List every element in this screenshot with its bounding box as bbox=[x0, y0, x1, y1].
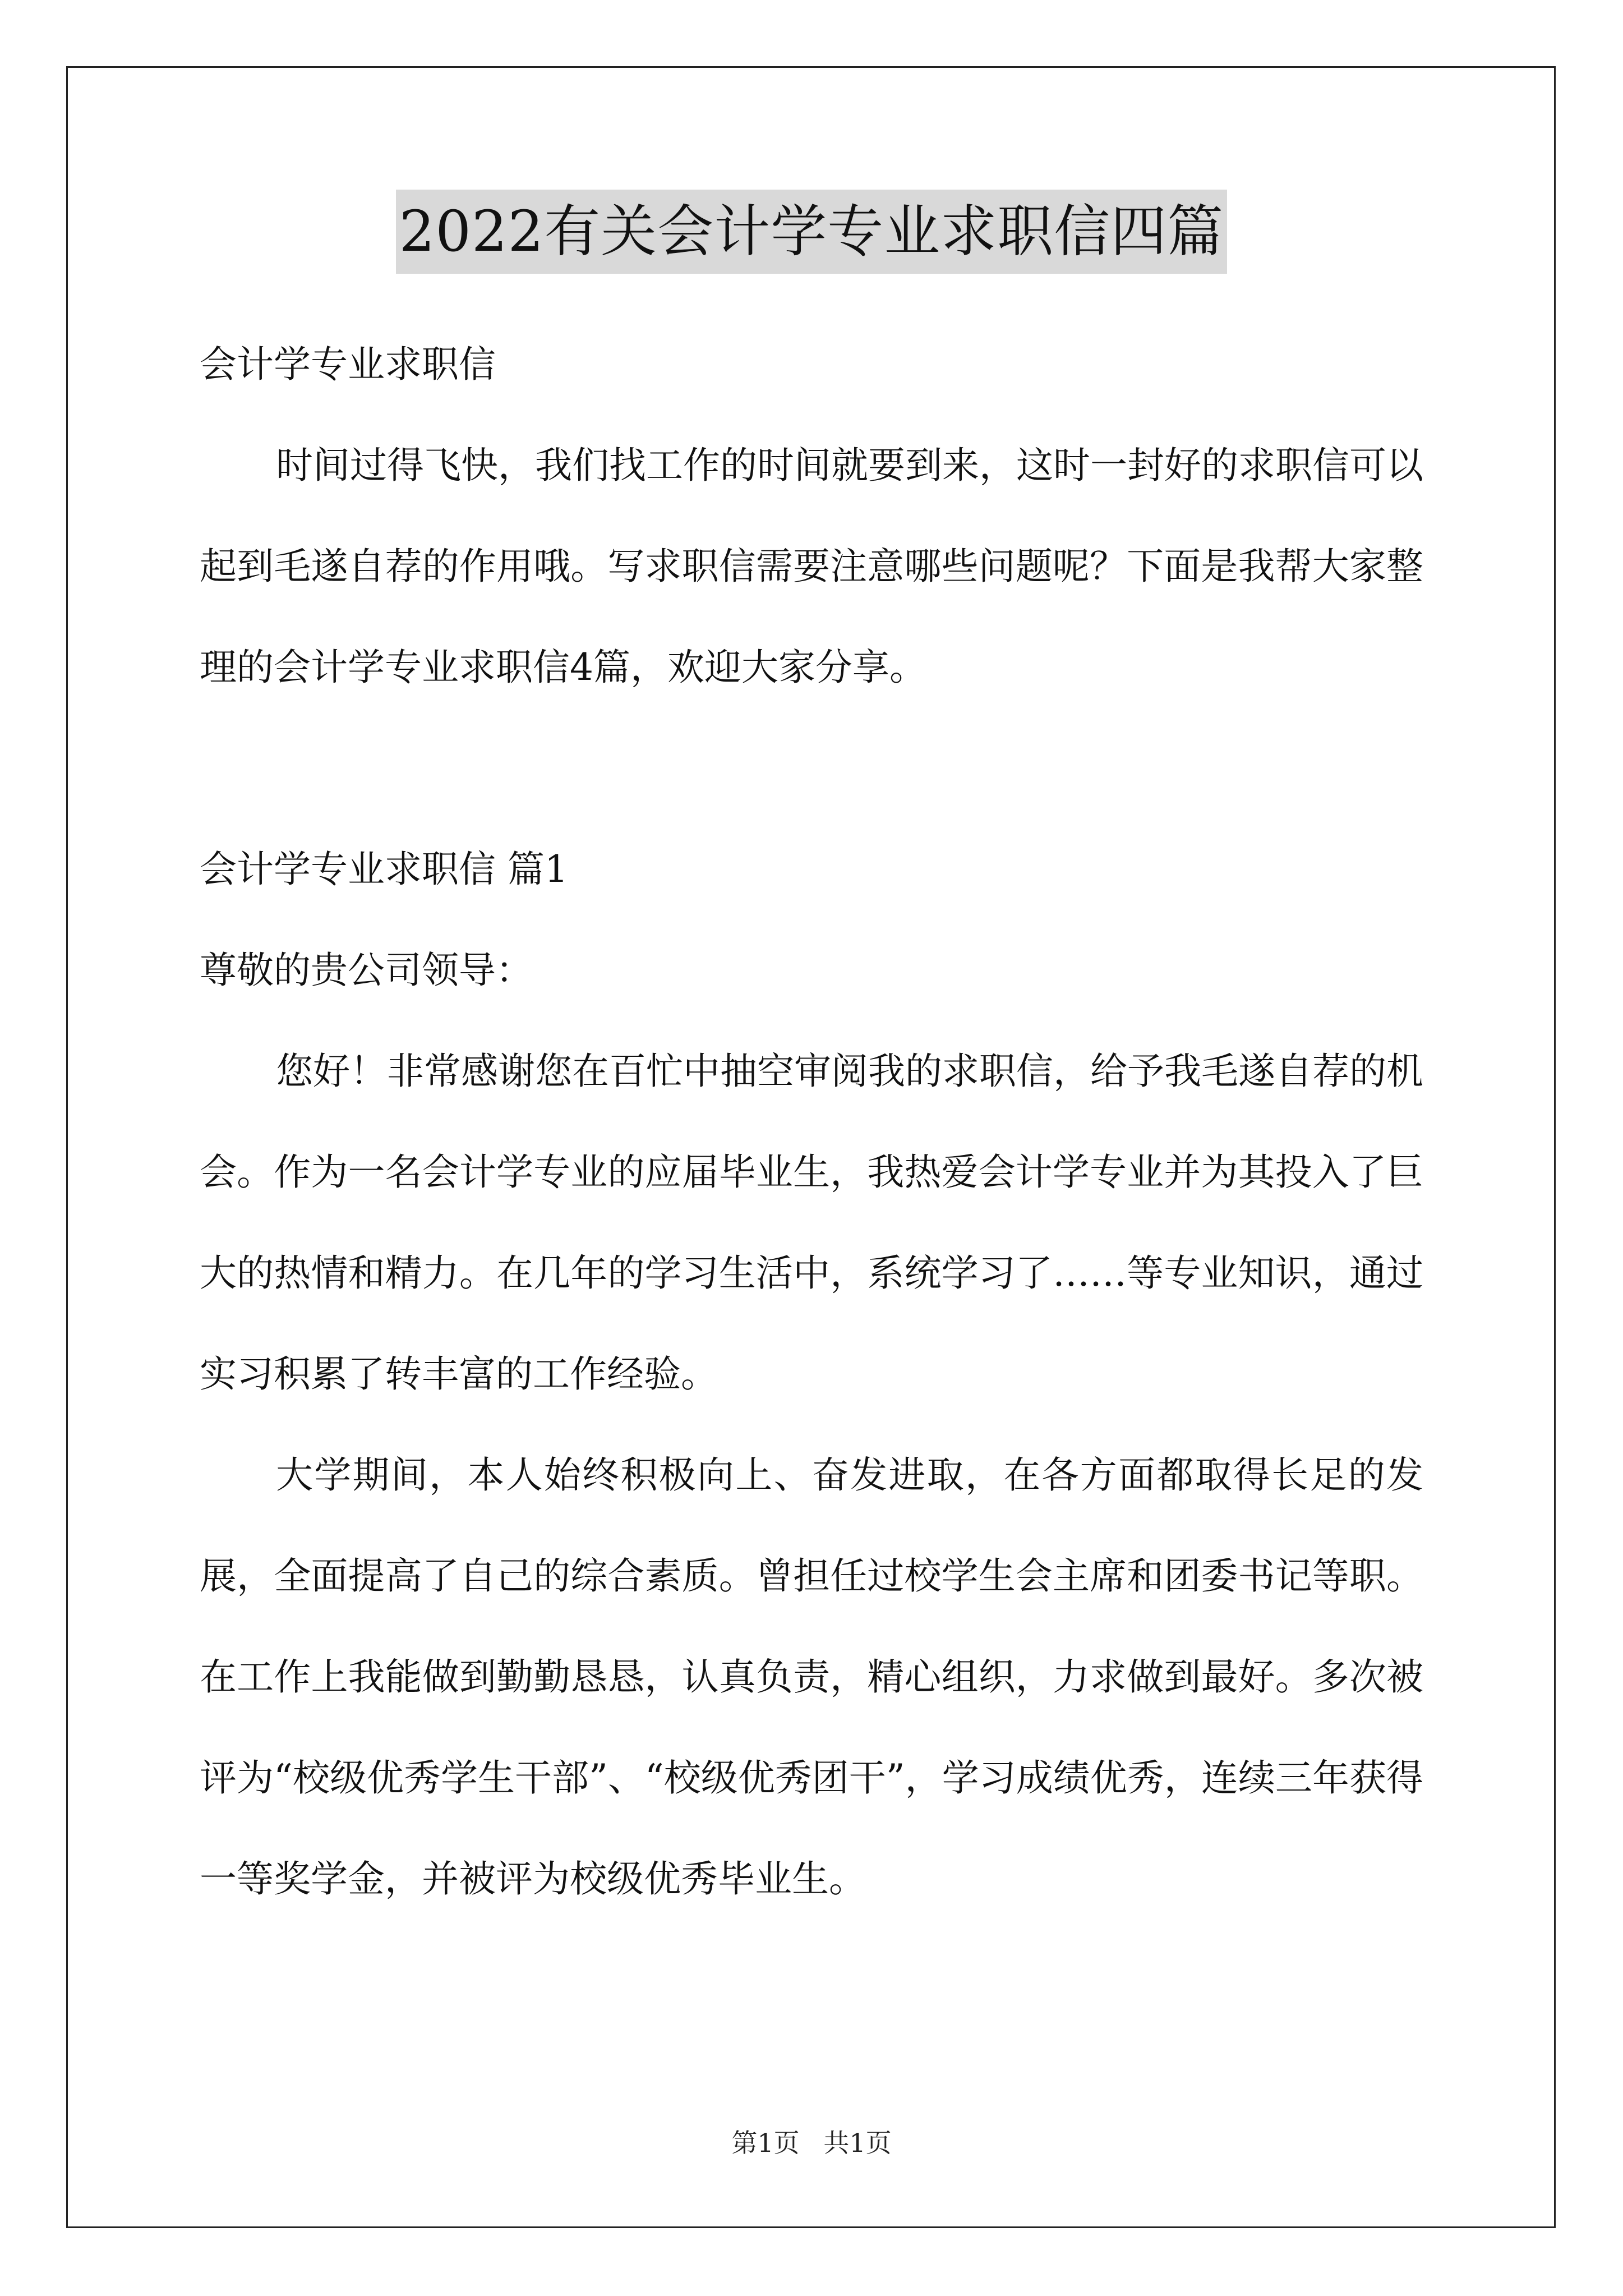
title-container bbox=[0, 190, 1623, 274]
letter-paragraph-1: 您好！非常感谢您在百忙中抽空审阅我的求职信，给予我毛遂自荐的机会。作为一名会计学专业的应届毕业生，我热爱会计学专业并为其投入了巨大的热情和精力。在几年的学习生活中，系统学习了……等专业知识，通过实习积累了转丰富的工作经验。 bbox=[200, 1050, 1423, 1396]
document-body bbox=[200, 314, 1423, 1930]
document-title: 2022有关会计学专业求职信四篇 bbox=[396, 190, 1228, 274]
letter-salutation: 尊敬的贵公司领导： bbox=[200, 949, 533, 992]
intro-paragraph: 时间过得飞快，我们找工作的时间就要到来，这时一封好的求职信可以起到毛遂自荐的作用哦。写求职信需要注意哪些问题呢？下面是我帮大家整理的会计学专业求职信4篇，欢迎大家分享。 bbox=[200, 444, 1423, 689]
letter-heading: 会计学专业求职信 篇1 bbox=[200, 848, 568, 891]
page-number-total: 共1页 bbox=[823, 2128, 892, 2158]
page-number-current: 第1页 bbox=[731, 2128, 800, 2158]
section-heading: 会计学专业求职信 bbox=[200, 343, 496, 386]
page-footer bbox=[0, 2126, 1623, 2160]
letter-paragraph-2: 大学期间，本人始终积极向上、奋发进取，在各方面都取得长足的发展，全面提高了自己的综合素质。曾担任过校学生会主席和团委书记等职。在工作上我能做到勤勤恳恳，认真负责，精心组织，力求做到最好。多次被评为“校级优秀学生干部”、“校级优秀团干”，学习成绩优秀，连续三年获得一等奖学金，并被评为校级优秀毕业生。 bbox=[200, 1453, 1423, 1901]
